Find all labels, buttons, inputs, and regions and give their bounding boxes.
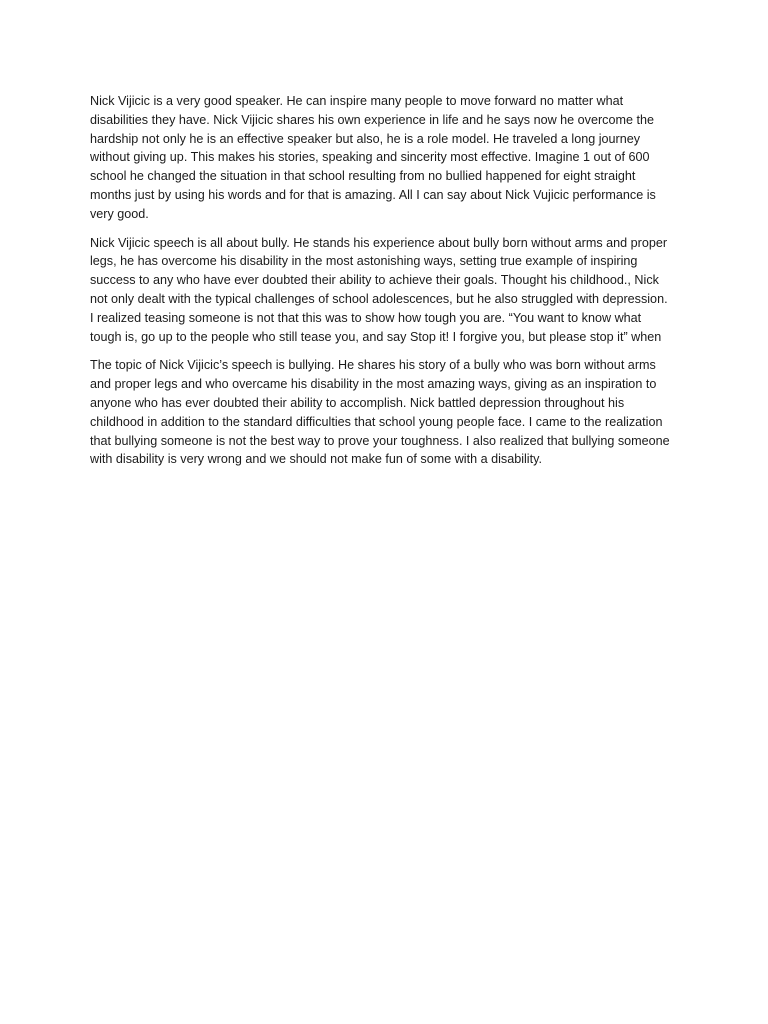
text-line: success to any who have ever doubted their ability to achieve their goals. Thought his childhood., Nick	[90, 273, 659, 288]
text-line: months just by using his words and for that is amazing. All I can say about Nick Vujicic performance is	[90, 187, 656, 202]
text-line: Nick Vijicic is a very good speaker. He can inspire many people to move forward no matter what	[90, 94, 624, 108]
text-line: hardship not only he is an effective speaker but also, he is a role model. He traveled a long journey	[90, 131, 641, 146]
text-line: and proper legs and who overcame his disability in the most amazing ways, giving as an inspiration to	[90, 377, 657, 392]
text-line: not only dealt with the typical challenges of school adolescences, but he also struggled with depression.	[90, 291, 668, 306]
text-line: very good.	[90, 206, 149, 221]
paragraph-3	[90, 356, 682, 469]
text-line: anyone who has ever doubted their ability to accomplish. Nick battled depression throughout his	[90, 395, 625, 410]
text-line: legs, he has overcome his disability in the most astonishing ways, setting true example of inspiring	[90, 254, 638, 269]
text-line: school he changed the situation in that school resulting from no bullied happened for eight straight	[90, 169, 636, 184]
text-line: that bullying someone is not the best way to prove your toughness. I also realized that bullying someone	[90, 433, 670, 448]
text-line: with disability is very wrong and we should not make fun of some with a disability.	[90, 452, 542, 467]
text-line: tough is, go up to the people who still tease you, and say Stop it! I forgive you, but please stop it” when	[90, 329, 662, 344]
text-line: disabilities they have. Nick Vijicic shares his own experience in life and he says now he overcome the	[90, 112, 654, 127]
text-line: childhood in addition to the standard difficulties that school young people face. I came to the realization	[90, 414, 663, 429]
text-line: I realized teasing someone is not that this was to show how tough you are. “You want to know what	[90, 310, 642, 325]
text-line: Nick Vijicic speech is all about bully. He stands his experience about bully born without arms and proper	[90, 235, 668, 250]
paragraph-2	[90, 234, 682, 347]
paragraph-1	[90, 92, 682, 224]
document-body	[90, 92, 682, 479]
text-line: The topic of Nick Vijicic’s speech is bullying. He shares his story of a bully who was born without arms	[90, 358, 656, 373]
text-line: without giving up. This makes his stories, speaking and sincerity most effective. Imagine 1 out of 600	[90, 150, 650, 165]
